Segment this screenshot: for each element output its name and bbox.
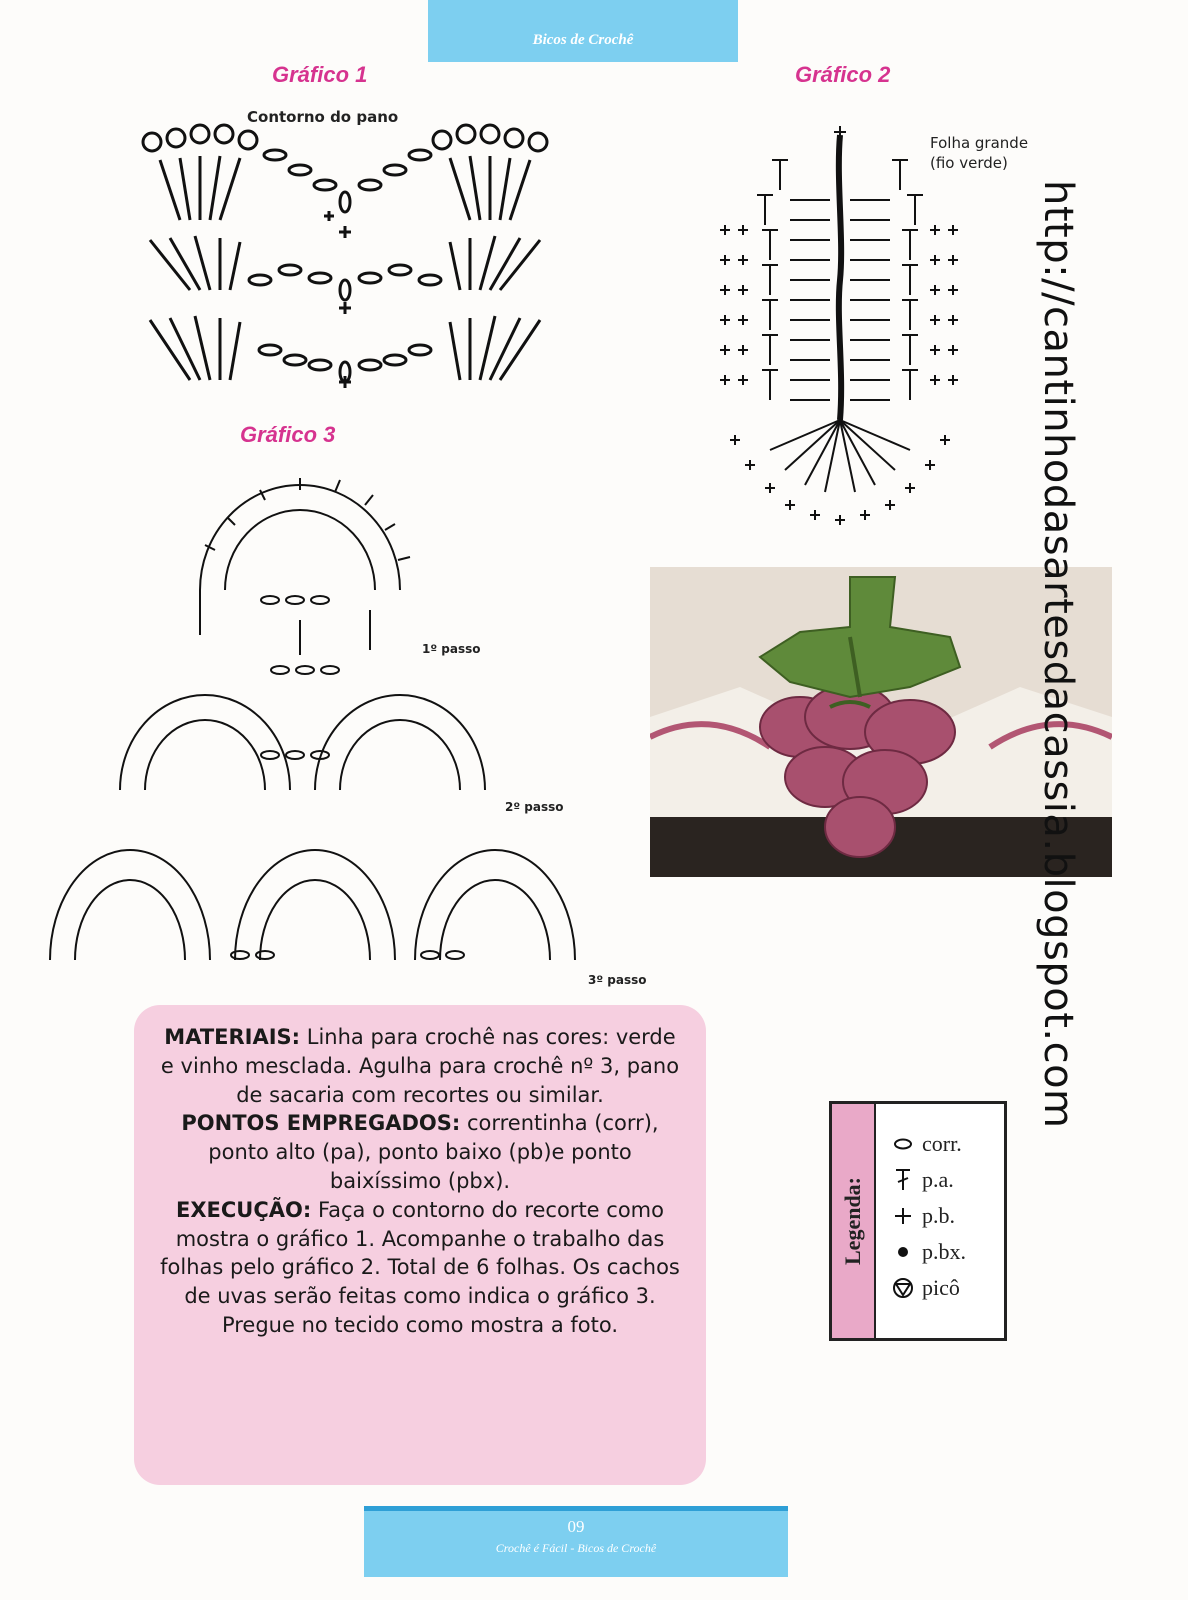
legend-item-pa [890, 1162, 1004, 1198]
legend-label-pico: picô [922, 1275, 960, 1300]
chart3-title: Gráfico 3 [240, 422, 336, 447]
chart1-label: Contorno do pano [247, 108, 399, 126]
chart2-diagram [710, 120, 970, 540]
chart3-step1: 1º passo [422, 642, 481, 656]
picot-row [143, 125, 547, 151]
legend-label-corr: corr. [922, 1131, 962, 1156]
legend-label-pb: p.b. [922, 1203, 955, 1228]
chart3-step3: 3º passo [588, 973, 647, 987]
stitches-text: correntinha (corr), ponto alto (pa), ponto baixo (pb)e ponto baixíssimo (pbx). [208, 1111, 659, 1193]
grape-arch [200, 478, 410, 605]
chart1-title: Gráfico 1 [272, 62, 368, 87]
double-crochet-icon [890, 1167, 916, 1193]
legend-item-pb [890, 1198, 1004, 1234]
materials-paragraph [158, 1023, 682, 1109]
stitches-heading: PONTOS EMPREGADOS: [181, 1111, 461, 1136]
legend-item-pbx [890, 1234, 1004, 1270]
legend-side [832, 1104, 876, 1338]
grape-arch [120, 695, 290, 790]
slip-stitch-icon [890, 1239, 916, 1265]
footer-subtitle: Crochê é Fácil - Bicos de Crochê [495, 1541, 657, 1555]
grape-arch [415, 850, 575, 960]
chart3-step2: 2º passo [505, 800, 564, 814]
grape-arch [315, 695, 485, 790]
chart2-title: Gráfico 2 [795, 62, 891, 87]
grape-arch [50, 850, 210, 960]
header-title: Bicos de Crochê [532, 31, 634, 48]
blog-watermark: http://cantinhodasartesdacassia.blogspot.com [1035, 180, 1081, 1129]
grape-arch [235, 850, 395, 960]
legend-title: Legenda: [840, 1177, 865, 1265]
execution-heading: EXECUÇÃO: [176, 1197, 312, 1222]
legend-label-pa: p.a. [922, 1167, 954, 1192]
stitches-paragraph [158, 1109, 682, 1195]
chart3-diagram [40, 470, 600, 990]
materials-heading: MATERIAIS: [164, 1025, 301, 1049]
header-tab [428, 0, 738, 62]
chart1-diagram [130, 120, 560, 400]
legend-list [876, 1104, 1004, 1338]
instructions-box [134, 1005, 706, 1485]
legend-label-pbx: p.bx. [922, 1239, 966, 1264]
page-number: 09 [567, 1517, 585, 1536]
single-crochet-icon [890, 1203, 916, 1229]
execution-text: Faça o contorno do recorte como mostra o gráfico 1. Acompanhe o trabalho das folhas pelo gráfico 2. Total de 6 folhas. Os cachos de uvas serão feitas como indica o gráfico 3. Pregue no tecido como mostra a foto. [160, 1197, 680, 1337]
legend-box [829, 1101, 1007, 1341]
picot-icon [890, 1275, 916, 1301]
footer-bar [364, 1506, 788, 1577]
chart2-label-line1: Folha grande [930, 134, 1029, 152]
chart2-label-line2: (fio verde) [930, 154, 1008, 172]
legend-item-corr [890, 1126, 1004, 1162]
chain-icon [890, 1131, 916, 1157]
execution-paragraph [158, 1196, 682, 1340]
legend-item-pico [890, 1270, 1004, 1306]
materials-text: Linha para crochê nas cores: verde e vinho mesclada. Agulha para crochê nº 3, pano de sacaria com recortes ou similar. [160, 1025, 680, 1107]
